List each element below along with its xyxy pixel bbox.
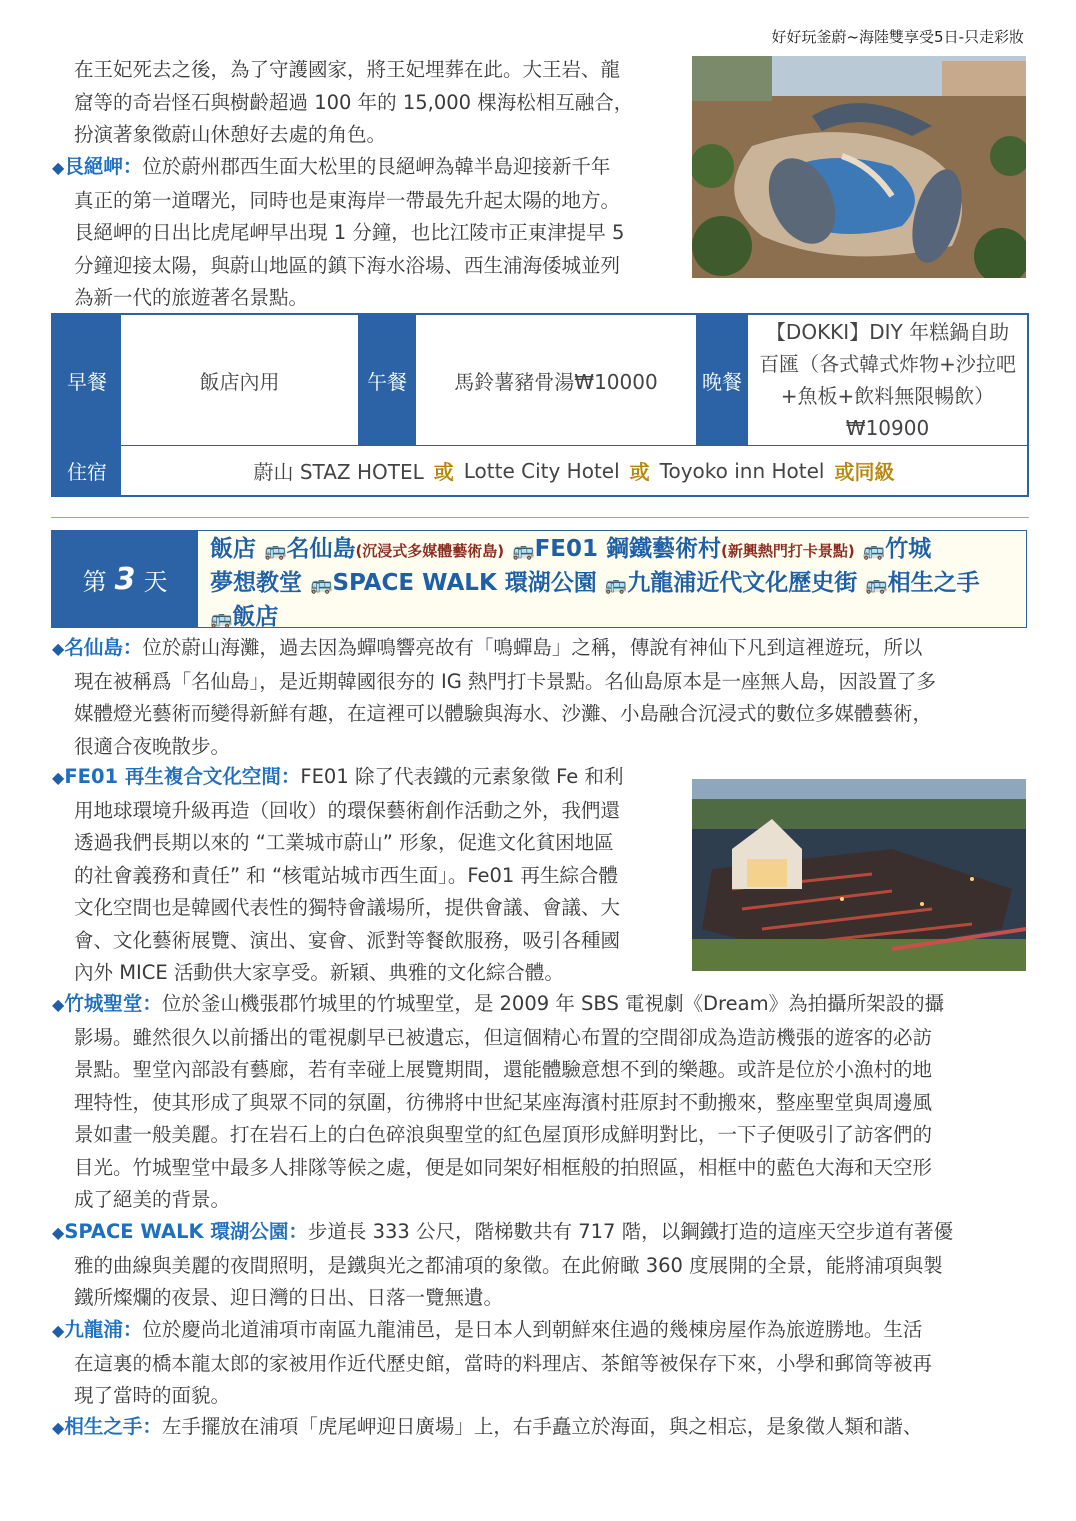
intro-paragraph: 在王妃死去之後，為了守護國家，將王妃埋葬在此。大王岩、龍 窟等的奇岩怪石與樹齡超過 100 年的 15,000 棵海松相互融合， 扮演著象徵蔚山休憩好去處的角色。 (74, 58, 634, 146)
bus-icon: 🚌 (264, 540, 287, 561)
diamond-icon: ◆ (52, 768, 65, 787)
day3-label: 第 3 天 (52, 531, 198, 627)
day3-banner (51, 530, 1027, 628)
spacewalk-section: ◆SPACE WALK 環湖公園：步道長 333 公尺，階梯數共有 717 階，以鋼鐵打造的這座天空步道有著優 雅的曲線與美麗的夜間照明，是鐵與光之都浦項的象徵。在此俯瞰 360 度展開的全景，能將浦項與製 鐵所燦爛的夜景、迎日灣的日出、日落一覽無遺。 (52, 1220, 954, 1309)
bus-icon: 🚌 (604, 574, 628, 595)
myeongseondo-section: ◆名仙島：位於蔚山海灘，過去因為蟬鳴響亮故有「鳴蟬島」之稱，傳說有神仙下凡到這裡遊玩，所以 現在被稱爲「名仙島」，是近期韓國很夯的 IG 熱門打卡景點。名仙島原本是一座無人島，因設置了多 媒體燈光藝術而變得新鮮有趣，在這裡可以體驗與海水、沙灘、小島融合沉浸式的數位多媒體藝術， 很適合夜晚散步。 (52, 636, 937, 758)
whale-park-photo (692, 56, 1026, 278)
lunch-label: 午餐 (358, 315, 416, 445)
diamond-icon: ◆ (52, 995, 65, 1014)
meal-table (51, 313, 1029, 497)
day3-route: 飯店 🚌名仙島(沉浸式多媒體藝術島) 🚌FE01 鋼鐵藝術村(新興熱門打卡景點) 🚌竹城 夢想教堂 🚌SPACE WALK 環湖公園 🚌九龍浦近代文化歷史街 🚌相生之手 🚌飯店 (210, 536, 980, 630)
diamond-icon: ◆ (52, 1321, 65, 1340)
fe01-section: ◆FE01 再生複合文化空間：FE01 除了代表鐵的元素象徵 Fe 和利 用地球環境升級再造（回收）的環保藝術創作活動之外，我們還 透過我們長期以來的 “工業城市蔚山” 形象，促進文化貧困地區 的社會義務和責任” 和 “核電站城市西生面」。Fe01 再生綜合體 文化空間也是韓國代表性的獨特會議場所，提供會議、會議、大 會、文化藝術展覽、演出、宴會、派對等餐飲服務，吸引各種國 內外 MICE 活動供大家享受。新穎、典雅的文化綜合體。 (52, 765, 624, 984)
lodging-label: 住宿 (53, 446, 121, 495)
ganjeolgot-section: ◆艮絕岬：位於蔚州郡西生面大松里的艮絕岬為韓半島迎接新千年 真正的第一道曙光，同時也是東海岸一帶最先升起太陽的地方。 艮絕岬的日出比虎尾岬早出現 1 分鐘，也比江陵市正東津提早 5 分鐘迎接太陽，與蔚山地區的鎮下海水浴場、西生浦海倭城並列 為新一代的旅遊著名景點。 (52, 155, 625, 309)
breakfast-label: 早餐 (53, 315, 121, 445)
fe01-photo (692, 779, 1026, 971)
bus-icon: 🚌 (865, 574, 888, 595)
dinner-value: 【DOKKI】DIY 年糕鍋自助 百匯（各式韓式炸物+沙拉吧 +魚板+飲料無限暢飲） ₩10900 (759, 320, 1016, 440)
guryongpo-section: ◆九龍浦：位於慶尚北道浦項市南區九龍浦邑，是日本人到朝鮮來住過的幾棟房屋作為旅遊勝地。生活 在這裏的橋本龍太郎的家被用作近代歷史館，當時的料理店、茶館等被保存下來，小學和郵筒等被再 現了當時的面貌。 (52, 1318, 933, 1407)
lunch-value: 馬鈴薯豬骨湯₩10000 (454, 369, 658, 394)
diamond-icon: ◆ (52, 1223, 65, 1242)
bus-icon: 🚌 (310, 574, 333, 595)
lodging-value: 蔚山 STAZ HOTEL 或 Lotte City Hotel 或 Toyoko inn Hotel 或同級 (253, 458, 895, 484)
section-divider (51, 517, 1029, 518)
breakfast-value: 飯店內用 (199, 369, 280, 394)
bus-icon: 🚌 (210, 608, 233, 629)
diamond-icon: ◆ (52, 158, 65, 177)
diamond-icon: ◆ (52, 1418, 65, 1437)
jukseong-section: ◆竹城聖堂：位於釜山機張郡竹城里的竹城聖堂，是 2009 年 SBS 電視劇《Dream》為拍攝所架設的攝 影場。雖然很久以前播出的電視劇早已被遺忘，但這個精心布置的空間卻成為造訪機張的遊客的必訪 景點。聖堂內部設有藝廊，若有幸碰上展覽期間，還能體驗意想不到的樂趣。或許是位於小漁村的地 理特性，使其形成了與眾不同的氛圍，彷彿將中世紀某座海濱村莊原封不動搬來，整座聖堂與周邊風 景如畫一般美麗。打在岩石上的白色碎浪與聖堂的紅色屋頂形成鮮明對比，一下子便吸引了訪客們的 目光。竹城聖堂中最多人排隊等候之處，便是如同架好相框般的拍照區，相框中的藍色大海和天空形 成了絕美的背景。 (52, 992, 945, 1211)
hands-section: ◆相生之手：左手擺放在浦項「虎尾岬迎日廣場」上，右手矗立於海面，與之相忘，是象徵人類和諧、 (52, 1415, 923, 1438)
bus-icon: 🚌 (512, 540, 535, 561)
dinner-label: 晚餐 (696, 315, 748, 445)
bus-icon: 🚌 (862, 540, 886, 561)
diamond-icon: ◆ (52, 639, 65, 658)
document-header: 好好玩釜蔚~海陸雙享受5日-只走彩妝 (771, 28, 1024, 46)
